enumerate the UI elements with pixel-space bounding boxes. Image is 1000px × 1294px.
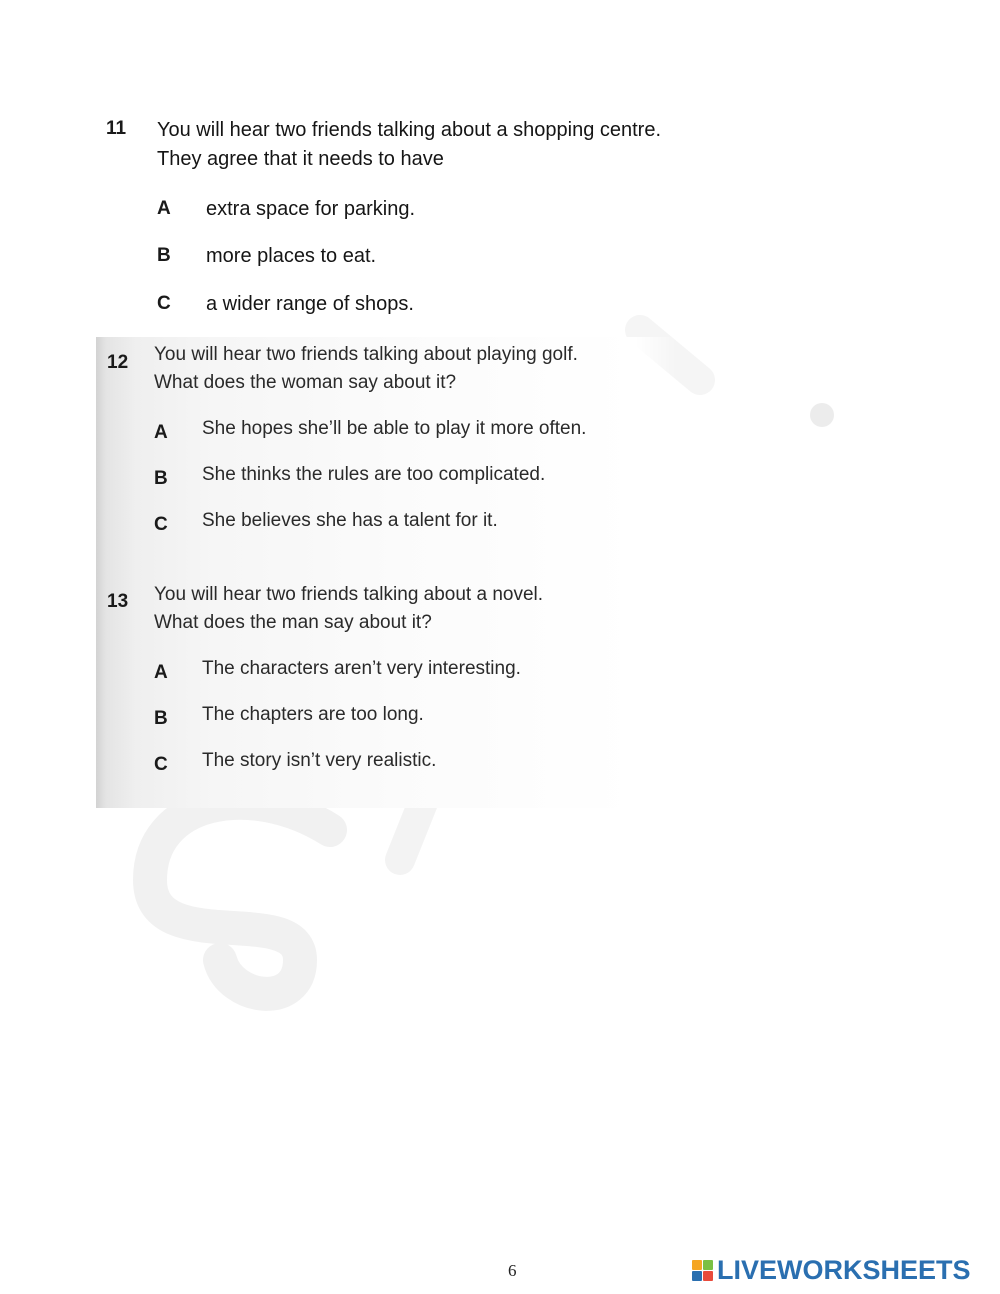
liveworksheets-brand[interactable] bbox=[692, 1256, 971, 1284]
question-text-line-1: You will hear two friends talking about a shopping centre. bbox=[157, 119, 662, 141]
option-text-a: The characters aren’t very interesting. bbox=[202, 658, 521, 679]
scanned-question-panel bbox=[96, 337, 636, 808]
question-text-line-1: You will hear two friends talking about playing golf. bbox=[154, 344, 578, 365]
liveworksheets-logo-icon bbox=[692, 1260, 713, 1281]
brand-name: LIVEWORKSHEETS bbox=[717, 1254, 971, 1285]
option-text-a: She hopes she’ll be able to play it more often. bbox=[202, 418, 587, 439]
option-letter-a: A bbox=[157, 198, 171, 219]
question-number: 12 bbox=[107, 352, 129, 373]
option-text-c: The story isn’t very realistic. bbox=[202, 750, 437, 771]
option-text-a: extra space for parking. bbox=[206, 198, 415, 220]
page-number: 6 bbox=[508, 1261, 517, 1280]
option-letter-c: C bbox=[154, 754, 168, 775]
option-letter-a: A bbox=[154, 422, 168, 443]
option-text-c: She believes she has a talent for it. bbox=[202, 510, 498, 531]
option-letter-c: C bbox=[154, 514, 168, 535]
option-text-b: She thinks the rules are too complicated. bbox=[202, 464, 546, 485]
question-text-line-2: What does the woman say about it? bbox=[154, 372, 457, 393]
option-letter-b: B bbox=[154, 468, 168, 489]
question-number: 13 bbox=[107, 591, 129, 612]
question-text-line-2: They agree that it needs to have bbox=[157, 148, 444, 170]
question-text-line-1: You will hear two friends talking about a novel. bbox=[154, 584, 544, 605]
question-number: 11 bbox=[106, 118, 127, 139]
question-text-line-2: What does the man say about it? bbox=[154, 612, 432, 633]
option-letter-b: B bbox=[154, 708, 168, 729]
option-letter-a: A bbox=[154, 662, 168, 683]
option-letter-c: C bbox=[157, 293, 171, 314]
option-text-b: The chapters are too long. bbox=[202, 704, 424, 725]
option-letter-b: B bbox=[157, 245, 171, 266]
option-text-c: a wider range of shops. bbox=[206, 293, 414, 315]
option-text-b: more places to eat. bbox=[206, 245, 377, 267]
